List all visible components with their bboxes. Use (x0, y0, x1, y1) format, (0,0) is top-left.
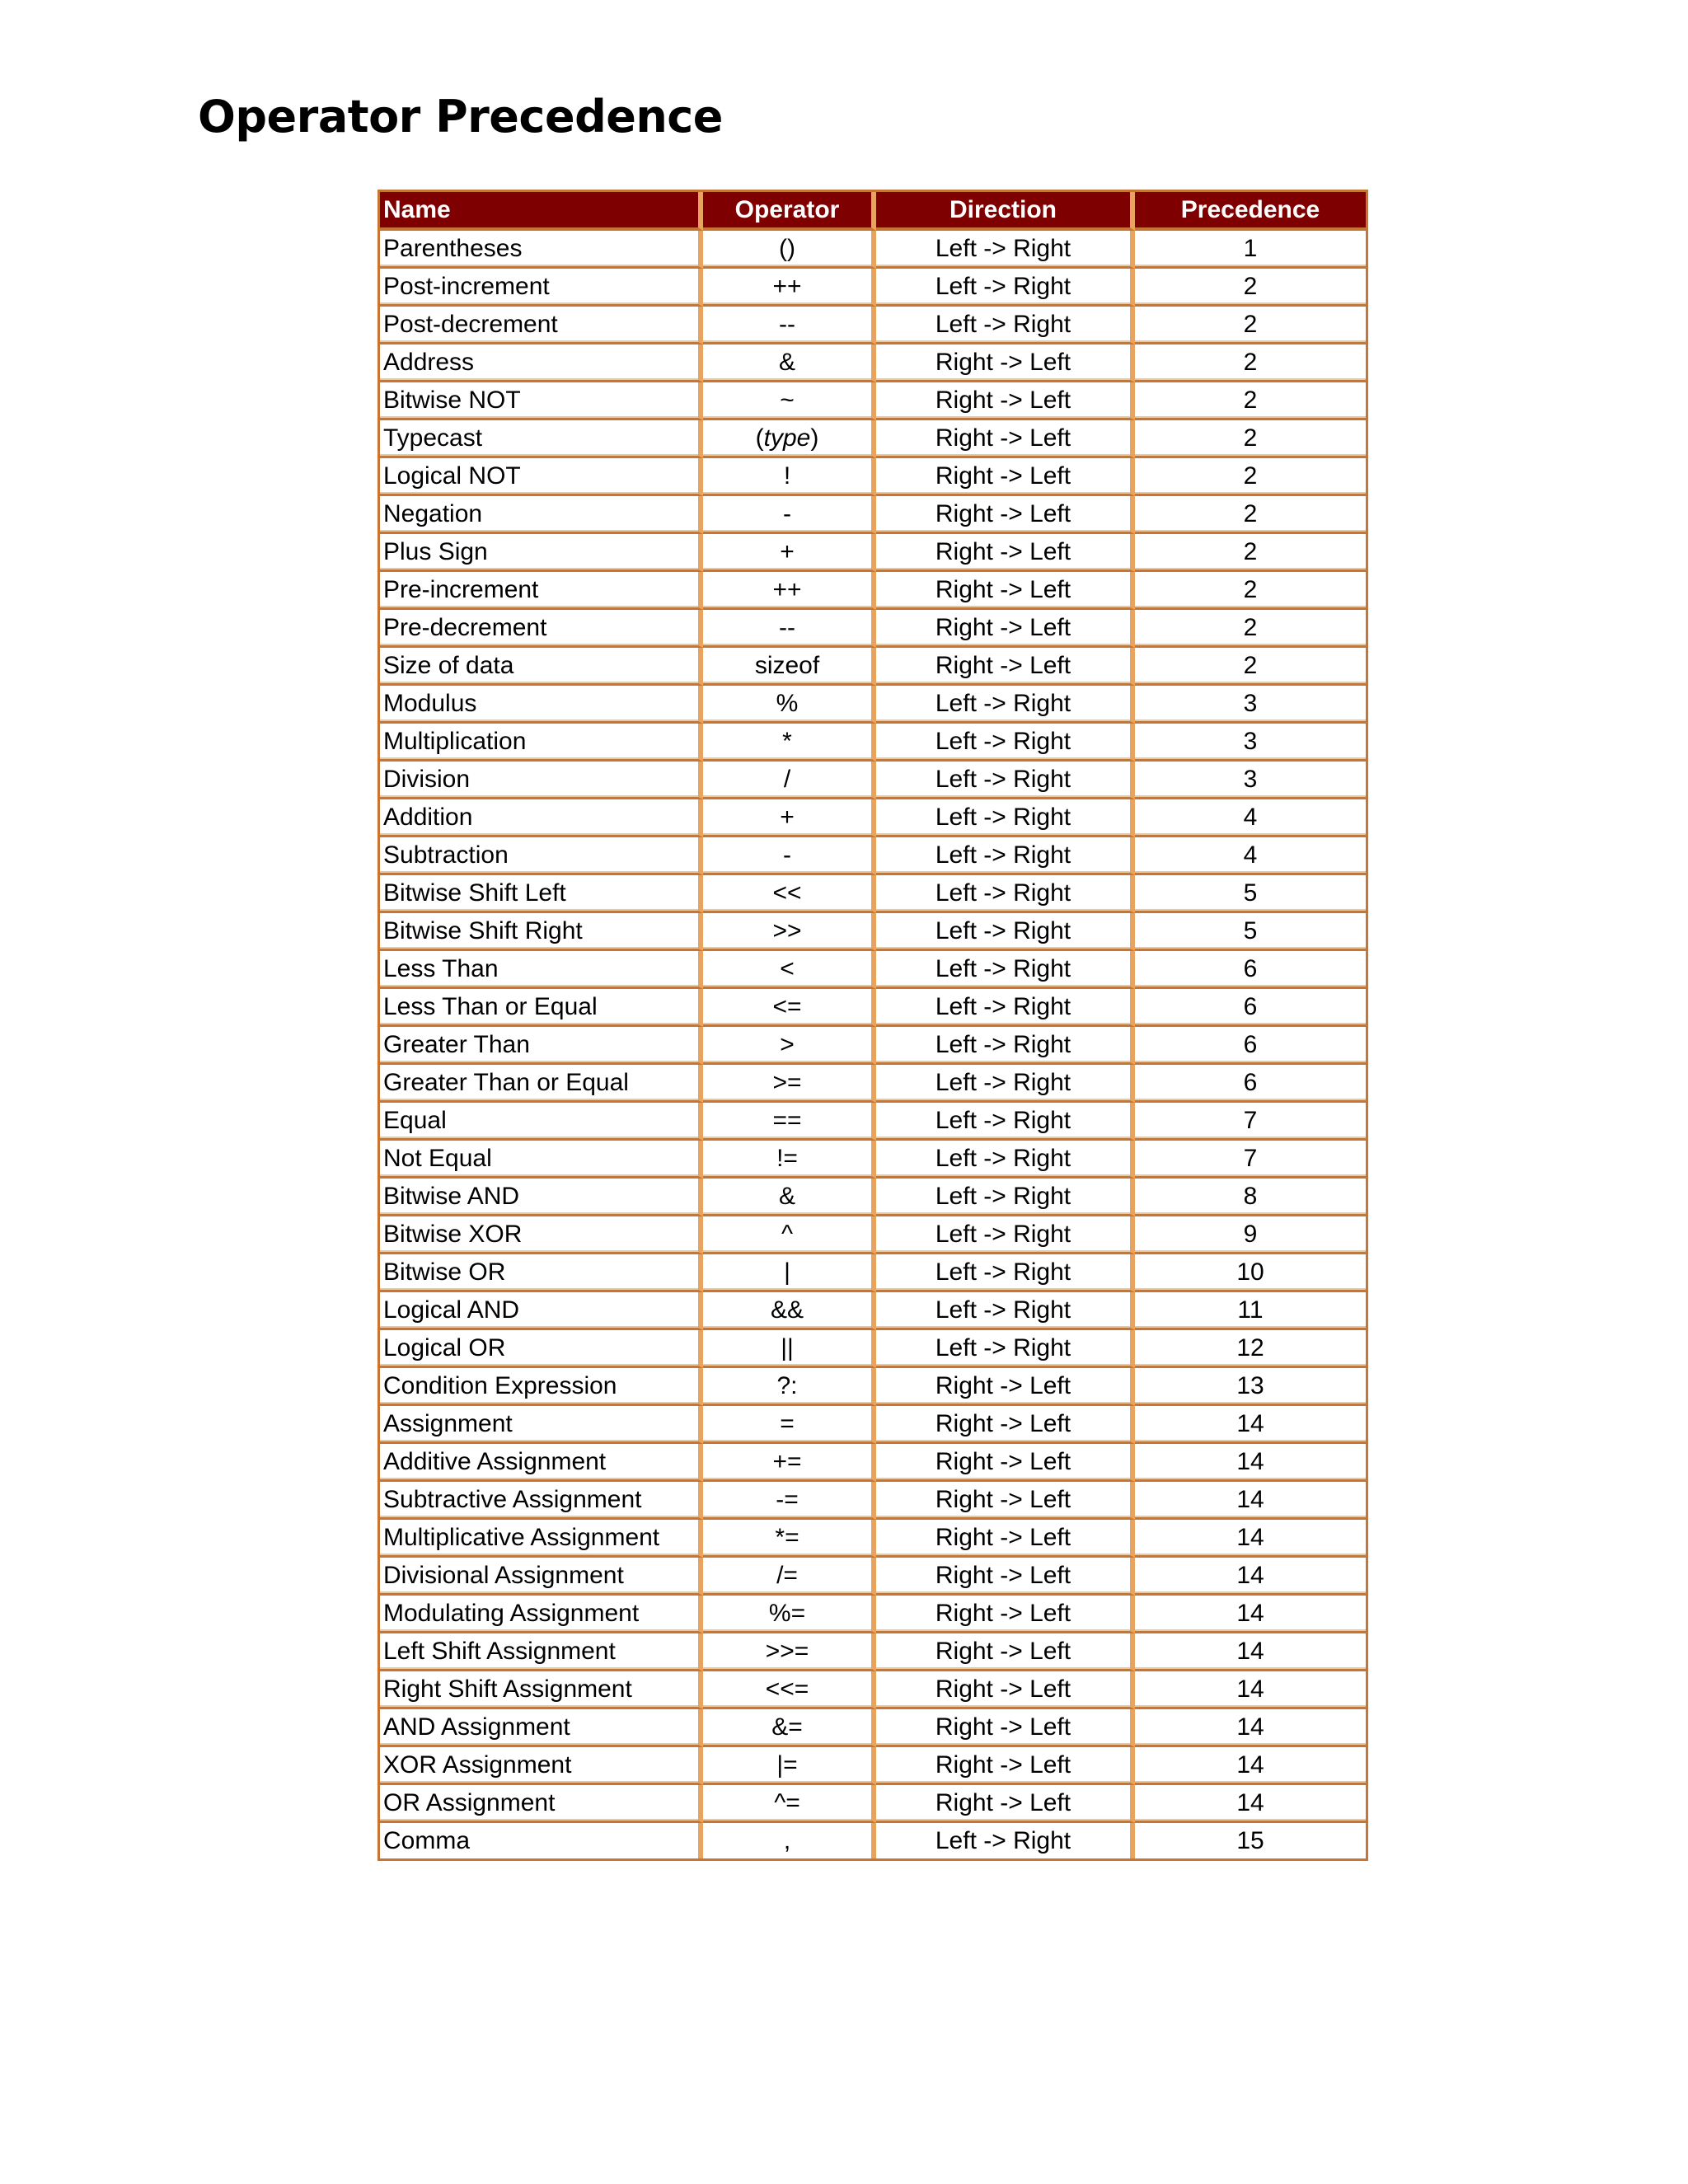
cell-precedence: 1 (1135, 231, 1366, 269)
table-row (380, 1368, 1366, 1406)
cell-direction: Left -> Right (876, 269, 1135, 307)
cell-precedence: 6 (1135, 1027, 1366, 1065)
cell-precedence: 2 (1135, 610, 1366, 648)
cell-direction: Right -> Left (876, 382, 1135, 420)
cell-operator: > (703, 1027, 876, 1065)
cell-direction: Right -> Left (876, 496, 1135, 534)
cell-direction: Left -> Right (876, 1292, 1135, 1330)
cell-name: Multiplicative Assignment (380, 1520, 703, 1558)
cell-direction: Left -> Right (876, 837, 1135, 875)
cell-direction: Right -> Left (876, 610, 1135, 648)
cell-name: Greater Than (380, 1027, 703, 1065)
cell-name: Assignment (380, 1406, 703, 1444)
cell-precedence: 12 (1135, 1330, 1366, 1368)
cell-name: Pre-increment (380, 572, 703, 610)
cell-direction: Left -> Right (876, 1103, 1135, 1141)
cell-name: Not Equal (380, 1141, 703, 1179)
cell-precedence: 2 (1135, 382, 1366, 420)
cell-precedence: 6 (1135, 989, 1366, 1027)
table-row (380, 1671, 1366, 1709)
cell-precedence: 8 (1135, 1179, 1366, 1216)
cell-operator: ++ (703, 572, 876, 610)
table-row (380, 799, 1366, 837)
table-row (380, 496, 1366, 534)
table-row (380, 534, 1366, 572)
cell-direction: Left -> Right (876, 1330, 1135, 1368)
cell-direction: Right -> Left (876, 1596, 1135, 1633)
table-row (380, 269, 1366, 307)
table-row (380, 724, 1366, 762)
table-row (380, 686, 1366, 724)
cell-name: Logical OR (380, 1330, 703, 1368)
cell-operator (703, 420, 876, 458)
cell-precedence: 5 (1135, 913, 1366, 951)
table-row (380, 1558, 1366, 1596)
table-row (380, 1633, 1366, 1671)
operator-open-paren: ( (755, 424, 764, 452)
cell-operator: += (703, 1444, 876, 1482)
cell-name: Bitwise NOT (380, 382, 703, 420)
cell-direction: Left -> Right (876, 1216, 1135, 1254)
cell-operator: / (703, 762, 876, 799)
cell-name: Pre-decrement (380, 610, 703, 648)
operator-close-paren: ) (810, 424, 819, 452)
cell-name: Modulating Assignment (380, 1596, 703, 1633)
cell-name: OR Assignment (380, 1785, 703, 1823)
table-row (380, 1179, 1366, 1216)
cell-direction: Right -> Left (876, 1482, 1135, 1520)
cell-operator: & (703, 1179, 876, 1216)
cell-precedence: 4 (1135, 799, 1366, 837)
table-row (380, 1823, 1366, 1858)
cell-direction: Right -> Left (876, 420, 1135, 458)
cell-operator: -= (703, 1482, 876, 1520)
table-row (380, 1216, 1366, 1254)
cell-name: Bitwise XOR (380, 1216, 703, 1254)
table-row (380, 458, 1366, 496)
cell-precedence: 7 (1135, 1103, 1366, 1141)
cell-precedence: 14 (1135, 1482, 1366, 1520)
cell-direction: Left -> Right (876, 951, 1135, 989)
cell-name: Bitwise Shift Left (380, 875, 703, 913)
cell-direction: Right -> Left (876, 1671, 1135, 1709)
cell-operator: -- (703, 307, 876, 344)
cell-name: Bitwise Shift Right (380, 913, 703, 951)
table-row (380, 762, 1366, 799)
cell-name: Logical AND (380, 1292, 703, 1330)
table-row (380, 875, 1366, 913)
cell-name: Additive Assignment (380, 1444, 703, 1482)
cell-precedence: 15 (1236, 1827, 1264, 1854)
table-row (380, 1330, 1366, 1368)
cell-direction: Right -> Left (876, 648, 1135, 686)
cell-name: Plus Sign (380, 534, 703, 572)
cell-name: Negation (380, 496, 703, 534)
cell-name: Subtraction (380, 837, 703, 875)
cell-name: Size of data (380, 648, 703, 686)
cell-name: Post-decrement (380, 307, 703, 344)
cell-operator: % (703, 686, 876, 724)
table-row (380, 231, 1366, 269)
cell-precedence: 14 (1135, 1596, 1366, 1633)
cell-direction: Right -> Left (876, 1747, 1135, 1785)
cell-precedence: 2 (1135, 534, 1366, 572)
cell-operator: () (703, 231, 876, 269)
cell-operator: ?: (703, 1368, 876, 1406)
operator-type-word: type (763, 424, 811, 452)
cell-precedence: 5 (1135, 875, 1366, 913)
cell-operator: sizeof (703, 648, 876, 686)
cell-precedence: 2 (1135, 648, 1366, 686)
table-row (380, 1027, 1366, 1065)
cell-name: Left Shift Assignment (380, 1633, 703, 1671)
cell-operator: ^ (703, 1216, 876, 1254)
table-row (380, 913, 1366, 951)
cell-name: AND Assignment (380, 1709, 703, 1747)
cell-direction: Right -> Left (876, 1444, 1135, 1482)
cell-operator: && (703, 1292, 876, 1330)
cell-name: Condition Expression (380, 1368, 703, 1406)
cell-direction: Left -> Right (876, 762, 1135, 799)
table-row (380, 420, 1366, 458)
cell-precedence: 3 (1135, 724, 1366, 762)
cell-name: Less Than (380, 951, 703, 989)
cell-name: Parentheses (380, 231, 703, 269)
cell-operator: << (703, 875, 876, 913)
cell-operator: < (703, 951, 876, 989)
cell-operator: <= (703, 989, 876, 1027)
cell-direction: Right -> Left (876, 572, 1135, 610)
cell-operator: ^= (703, 1785, 876, 1823)
cell-operator: == (703, 1103, 876, 1141)
cell-name: Multiplication (380, 724, 703, 762)
cell-operator: || (703, 1330, 876, 1368)
table-row (380, 572, 1366, 610)
cell-precedence: 2 (1135, 307, 1366, 344)
cell-operator: - (703, 496, 876, 534)
cell-name: Addition (380, 799, 703, 837)
cell-precedence: 2 (1135, 420, 1366, 458)
table-row (380, 1747, 1366, 1785)
cell-name: XOR Assignment (380, 1747, 703, 1785)
cell-direction: Right -> Left (876, 534, 1135, 572)
cell-precedence: 14 (1135, 1444, 1366, 1482)
cell-precedence: 4 (1135, 837, 1366, 875)
cell-name: Modulus (380, 686, 703, 724)
cell-direction: Left -> Right (876, 875, 1135, 913)
table-row (380, 1520, 1366, 1558)
cell-name: Post-increment (380, 269, 703, 307)
cell-precedence: 2 (1135, 496, 1366, 534)
cell-direction: Left -> Right (876, 307, 1135, 344)
cell-direction: Right -> Left (876, 458, 1135, 496)
cell-direction: Left -> Right (876, 1027, 1135, 1065)
cell-precedence: 14 (1135, 1709, 1366, 1747)
table-row (380, 1292, 1366, 1330)
cell-operator: -- (703, 610, 876, 648)
header-name: Name (380, 192, 703, 231)
cell-name: Logical NOT (380, 458, 703, 496)
cell-direction: Left -> Right (876, 231, 1135, 269)
cell-direction: Right -> Left (876, 1785, 1135, 1823)
cell-precedence: 14 (1135, 1785, 1366, 1823)
table-row (380, 382, 1366, 420)
table-row (380, 610, 1366, 648)
cell-name: Divisional Assignment (380, 1558, 703, 1596)
cell-direction: Left -> Right (876, 724, 1135, 762)
cell-precedence: 2 (1135, 458, 1366, 496)
cell-direction: Left -> Right (876, 913, 1135, 951)
cell-operator: >= (703, 1065, 876, 1103)
cell-name: Subtractive Assignment (380, 1482, 703, 1520)
table-row (380, 837, 1366, 875)
cell-operator: ! (703, 458, 876, 496)
cell-direction: Left -> Right (876, 1141, 1135, 1179)
cell-name: Greater Than or Equal (380, 1065, 703, 1103)
cell-precedence: 3 (1135, 686, 1366, 724)
cell-direction: Right -> Left (876, 1709, 1135, 1747)
table-row (380, 1141, 1366, 1179)
cell-operator: >> (703, 913, 876, 951)
table-row (380, 1596, 1366, 1633)
cell-direction: Right -> Left (876, 1633, 1135, 1671)
table-row (380, 1103, 1366, 1141)
cell-operator: *= (703, 1520, 876, 1558)
cell-direction: Right -> Left (876, 1520, 1135, 1558)
table-row (380, 951, 1366, 989)
cell-operator: + (703, 534, 876, 572)
cell-name: Equal (380, 1103, 703, 1141)
cell-name: Bitwise OR (380, 1254, 703, 1292)
header-precedence: Precedence (1135, 192, 1366, 231)
table-row (380, 1482, 1366, 1520)
cell-operator: /= (703, 1558, 876, 1596)
cell-precedence: 10 (1135, 1254, 1366, 1292)
cell-direction: Left -> Right (876, 1179, 1135, 1216)
header-operator: Operator (703, 192, 876, 231)
cell-operator: ++ (703, 269, 876, 307)
cell-operator: & (703, 344, 876, 382)
cell-direction: Right -> Left (876, 344, 1135, 382)
cell-name: Bitwise AND (380, 1179, 703, 1216)
cell-direction: Left -> Right (876, 1254, 1135, 1292)
cell-name: Typecast (380, 420, 703, 458)
cell-precedence: 7 (1135, 1141, 1366, 1179)
cell-direction: Left -> Right (876, 1823, 1135, 1858)
cell-precedence: 11 (1135, 1292, 1366, 1330)
table-body (380, 231, 1366, 1858)
cell-precedence: 6 (1135, 1065, 1366, 1103)
cell-precedence: 2 (1135, 269, 1366, 307)
cell-name: Comma (380, 1823, 703, 1858)
table-row (380, 1254, 1366, 1292)
cell-operator: >>= (703, 1633, 876, 1671)
cell-operator: * (703, 724, 876, 762)
cell-operator: %= (703, 1596, 876, 1633)
page-title: Operator Precedence (198, 91, 723, 143)
cell-precedence: 14 (1135, 1633, 1366, 1671)
cell-operator: != (703, 1141, 876, 1179)
table-row (380, 1065, 1366, 1103)
cell-direction: Right -> Left (876, 1558, 1135, 1596)
cell-name: Right Shift Assignment (380, 1671, 703, 1709)
cell-precedence: 3 (1135, 762, 1366, 799)
cell-precedence: 9 (1135, 1216, 1366, 1254)
table-header-row (380, 192, 1366, 231)
cell-operator: + (703, 799, 876, 837)
cell-precedence: 13 (1135, 1368, 1366, 1406)
cell-operator: - (703, 837, 876, 875)
table-row (380, 1406, 1366, 1444)
cell-precedence: 2 (1135, 344, 1366, 382)
cell-operator: | (703, 1254, 876, 1292)
cell-name: Division (380, 762, 703, 799)
cell-operator: <<= (703, 1671, 876, 1709)
cell-name: Address (380, 344, 703, 382)
table-row (380, 1444, 1366, 1482)
cell-operator: , (703, 1823, 876, 1858)
table-row (380, 648, 1366, 686)
cell-precedence: 6 (1135, 951, 1366, 989)
cell-precedence: 14 (1135, 1558, 1366, 1596)
cell-direction: Right -> Left (876, 1406, 1135, 1444)
table-row (380, 307, 1366, 344)
cell-direction: Right -> Left (876, 1368, 1135, 1406)
cell-direction: Left -> Right (876, 1065, 1135, 1103)
cell-direction: Left -> Right (876, 989, 1135, 1027)
cell-operator: |= (703, 1747, 876, 1785)
cell-precedence: 14 (1135, 1747, 1366, 1785)
table-row (380, 344, 1366, 382)
table-row (380, 1709, 1366, 1747)
table-row (380, 989, 1366, 1027)
cell-direction: Left -> Right (876, 686, 1135, 724)
header-direction: Direction (876, 192, 1135, 231)
operator-precedence-table (377, 190, 1368, 1861)
cell-operator: = (703, 1406, 876, 1444)
cell-operator: &= (703, 1709, 876, 1747)
cell-precedence: 2 (1135, 572, 1366, 610)
cell-precedence: 14 (1135, 1671, 1366, 1709)
cell-precedence: 14 (1135, 1520, 1366, 1558)
cell-precedence: 14 (1135, 1406, 1366, 1444)
cell-operator: ~ (703, 382, 876, 420)
cell-name: Less Than or Equal (380, 989, 703, 1027)
table-row (380, 1785, 1366, 1823)
cell-direction: Left -> Right (876, 799, 1135, 837)
